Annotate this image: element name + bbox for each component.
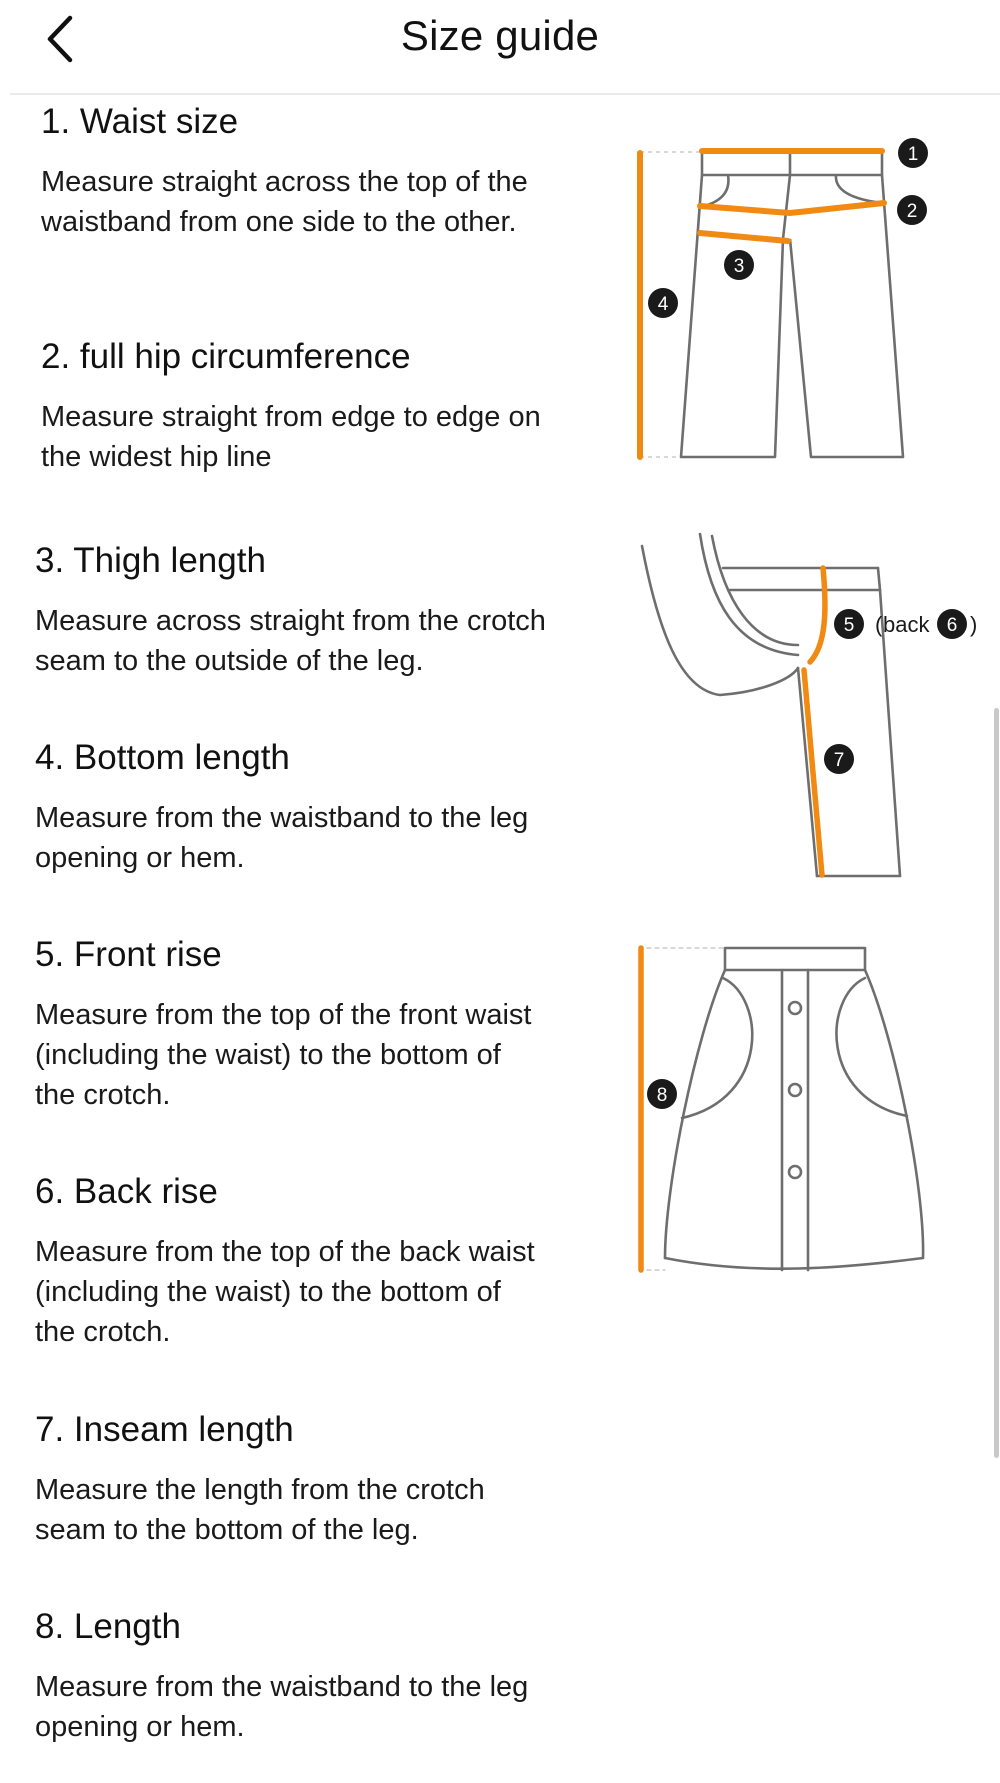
header-divider — [10, 93, 1000, 95]
marker-2 — [897, 195, 927, 225]
section-description: Measure from the waistband to the leg opening or hem. — [35, 1671, 529, 1743]
marker-8 — [647, 1079, 677, 1109]
pants-front-diagram — [620, 135, 940, 470]
section-heading: 8. Length — [35, 1607, 181, 1646]
svg-text:(: ( — [875, 612, 883, 637]
section-back-rise — [35, 1172, 535, 1352]
header — [0, 0, 1000, 92]
section-inseam-length — [35, 1410, 555, 1550]
section-waist-size — [41, 102, 561, 242]
section-heading: 4. Bottom length — [35, 738, 290, 777]
section-description: Measure from the top of the back waist (including the waist) to the bottom of the crotch. — [35, 1236, 535, 1348]
marker-5 — [834, 609, 864, 639]
marker-7 — [824, 744, 854, 774]
section-heading: 7. Inseam length — [35, 1410, 294, 1449]
svg-text:8: 8 — [656, 1085, 668, 1106]
page-title: Size guide — [400, 12, 600, 59]
section-heading: 5. Front rise — [35, 935, 222, 974]
section-description: Measure from the waistband to the leg opening or hem. — [35, 802, 529, 874]
section-description: Measure from the top of the front waist (including the waist) to the bottom of the crotch. — [35, 999, 532, 1111]
section-description: Measure straight across the top of the waistband from one side to the other. — [41, 166, 528, 238]
section-description: Measure straight from edge to edge on the widest hip line — [41, 401, 541, 473]
scrollbar[interactable] — [994, 708, 999, 1458]
section-heading: 1. Waist size — [41, 102, 239, 141]
marker-3 — [724, 250, 754, 280]
svg-text:2: 2 — [906, 201, 918, 222]
svg-text:6: 6 — [946, 615, 958, 636]
skirt-diagram — [625, 938, 945, 1278]
svg-text:5: 5 — [843, 615, 855, 636]
section-hip-circumference — [41, 337, 561, 477]
section-description: Measure across straight from the crotch seam to the outside of the leg. — [35, 605, 546, 677]
section-thigh-length — [35, 541, 595, 681]
pants-side-diagram — [630, 530, 1000, 885]
section-heading: 2. full hip circumference — [41, 337, 411, 376]
svg-text:3: 3 — [733, 256, 745, 277]
back-label: back — [883, 612, 930, 637]
svg-text:): ) — [970, 612, 978, 637]
section-bottom-length — [35, 738, 555, 878]
section-heading: 6. Back rise — [35, 1172, 218, 1211]
section-length — [35, 1607, 555, 1747]
marker-4 — [648, 288, 678, 318]
svg-text:4: 4 — [657, 294, 669, 315]
svg-text:7: 7 — [833, 750, 845, 771]
section-heading: 3. Thigh length — [35, 541, 266, 580]
marker-6 — [937, 609, 967, 639]
section-front-rise — [35, 935, 535, 1115]
section-description: Measure the length from the crotch seam to the bottom of the leg. — [35, 1474, 485, 1546]
marker-1 — [898, 138, 928, 168]
svg-text:1: 1 — [907, 144, 919, 165]
